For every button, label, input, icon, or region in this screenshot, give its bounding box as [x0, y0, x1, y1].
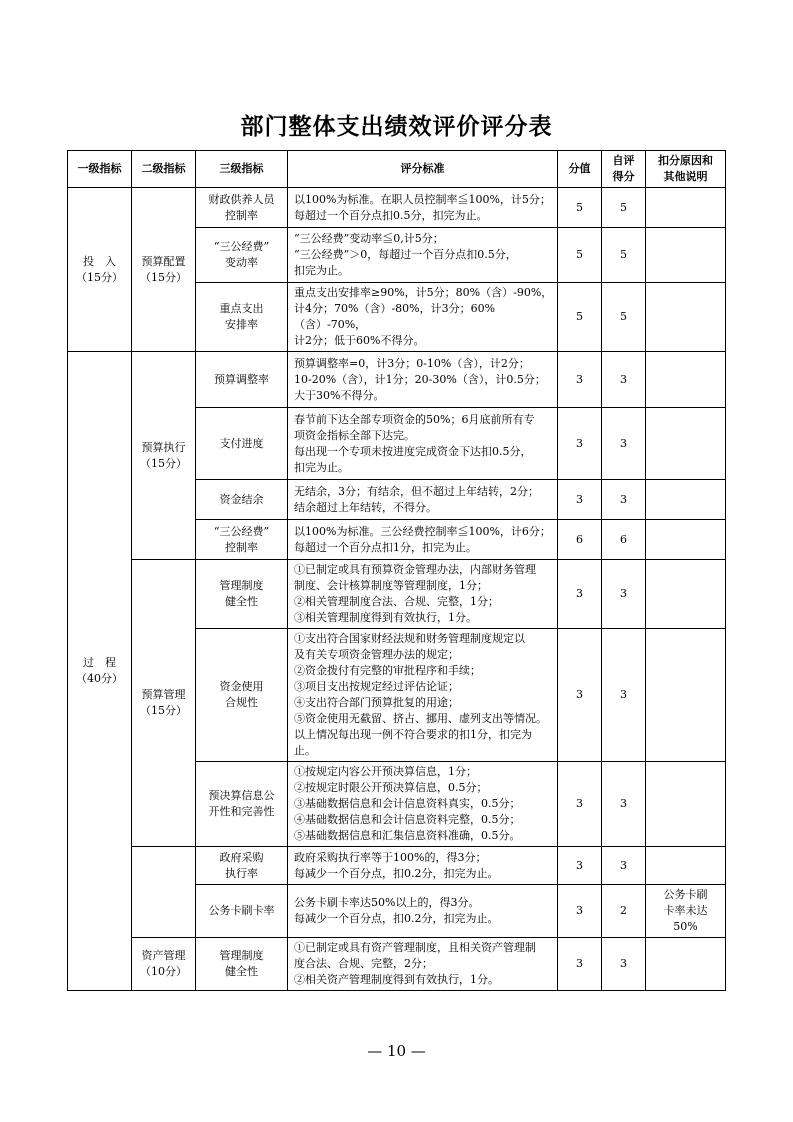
indicator-cell: 管理制度 健全性	[196, 560, 288, 629]
remarks-cell	[646, 283, 726, 352]
indicator-cell: 公务卡刷卡率	[196, 885, 288, 938]
table-row	[68, 847, 726, 885]
score-cell: 5	[558, 283, 602, 352]
criteria-cell: “三公经费”变动率≦0,计5分； “三公经费”＞0，每超过一个百分点扣0.5分， 扣完为止。	[288, 228, 558, 283]
score-cell: 3	[558, 847, 602, 885]
remarks-cell	[646, 352, 726, 408]
header-score: 分值	[558, 151, 602, 188]
criteria-cell: 以100%为标准。三公经费控制率≦100%，计6分； 每超过一个百分点扣1分，扣完为止。	[288, 520, 558, 560]
table-row	[68, 560, 726, 629]
self-score-cell: 6	[602, 520, 646, 560]
criteria-cell: ①按规定内容公开预决算信息，1分； ②按规定时限公开预决算信息，0.5分； ③基础数据信息和会计信息资料真实，0.5分； ④基础数据信息和会计信息资料完整，0.5分； ⑤基础数据信息和汇集信息资料准确，0.5分。	[288, 762, 558, 847]
score-cell: 6	[558, 520, 602, 560]
table-row	[68, 938, 726, 991]
self-score-cell: 3	[602, 352, 646, 408]
indicator-cell: 预算调整率	[196, 352, 288, 408]
subgroup-budget-config: 预算配置 （15分）	[132, 188, 196, 352]
criteria-cell: 重点支出安排率≥90%，计5分；80%（含）-90%， 计4分；70%（含）-80%，计3分；60%（含）-70%， 计2分；低于60%不得分。	[288, 283, 558, 352]
header-criteria: 评分标准	[288, 151, 558, 188]
self-score-cell: 5	[602, 228, 646, 283]
header-level1: 一级指标	[68, 151, 132, 188]
remarks-cell	[646, 847, 726, 885]
indicator-cell: 资金结余	[196, 480, 288, 520]
remarks-cell	[646, 938, 726, 991]
indicator-cell: 财政供养人员 控制率	[196, 188, 288, 228]
remarks-cell	[646, 188, 726, 228]
indicator-cell: 政府采购 执行率	[196, 847, 288, 885]
criteria-cell: 以100%为标准。在职人员控制率≦100%，计5分； 每超过一个百分点扣0.5分，扣完为止。	[288, 188, 558, 228]
criteria-cell: 无结余，3分；有结余，但不超过上年结转，2分； 结余超过上年结转，不得分。	[288, 480, 558, 520]
self-score-cell: 3	[602, 629, 646, 762]
remarks-cell	[646, 762, 726, 847]
page-title: 部门整体支出绩效评价评分表	[240, 113, 553, 140]
criteria-cell: 春节前下达全部专项资金的50%；6月底前所有专 项资金指标全部下达完。 每出现一个专项未按进度完成资金下达扣0.5分， 扣完为止。	[288, 408, 558, 480]
criteria-cell: ①已制定或具有资产管理制度，且相关资产管理制 度合法、合规、完整，2分； ②相关资产管理制度得到有效执行，1分。	[288, 938, 558, 991]
self-score-cell: 3	[602, 408, 646, 480]
self-score-cell: 2	[602, 885, 646, 938]
table-row	[68, 352, 726, 408]
remarks-cell: 公务卡刷 卡率未达 50%	[646, 885, 726, 938]
subgroup-blank	[132, 847, 196, 938]
remarks-cell	[646, 408, 726, 480]
score-cell: 3	[558, 938, 602, 991]
self-score-cell: 5	[602, 283, 646, 352]
self-score-cell: 3	[602, 480, 646, 520]
indicator-cell: 支付进度	[196, 408, 288, 480]
self-score-cell: 3	[602, 560, 646, 629]
subgroup-budget-exec: 预算执行 （15分）	[132, 352, 196, 560]
remarks-cell	[646, 520, 726, 560]
header-level2: 二级指标	[132, 151, 196, 188]
subgroup-budget-mgmt: 预算管理 （15分）	[132, 560, 196, 847]
group-process: 过 程 （40分）	[68, 352, 132, 991]
remarks-cell	[646, 560, 726, 629]
score-cell: 5	[558, 228, 602, 283]
score-cell: 3	[558, 480, 602, 520]
criteria-cell: 公务卡刷卡率达50%以上的，得3分。 每减少一个百分点，扣0.2分，扣完为止。	[288, 885, 558, 938]
score-cell: 3	[558, 762, 602, 847]
header-self-score: 自评 得分	[602, 151, 646, 188]
group-input: 投 入 （15分）	[68, 188, 132, 352]
score-cell: 3	[558, 885, 602, 938]
table-row	[68, 188, 726, 228]
indicator-cell: “三公经费” 控制率	[196, 520, 288, 560]
self-score-cell: 3	[602, 938, 646, 991]
criteria-cell: 预算调整率=0，计3分；0-10%（含），计2分； 10-20%（含），计1分；20-30%（含），计0.5分； 大于30%不得分。	[288, 352, 558, 408]
self-score-cell: 3	[602, 762, 646, 847]
remarks-cell	[646, 228, 726, 283]
header-level3: 三级指标	[196, 151, 288, 188]
indicator-cell: 预决算信息公 开性和完善性	[196, 762, 288, 847]
score-cell: 3	[558, 408, 602, 480]
score-cell: 3	[558, 560, 602, 629]
subgroup-asset-mgmt: 资产管理 （10分）	[132, 938, 196, 991]
indicator-cell: 重点支出 安排率	[196, 283, 288, 352]
indicator-cell: 管理制度 健全性	[196, 938, 288, 991]
remarks-cell	[646, 480, 726, 520]
criteria-cell: ①已制定或具有预算资金管理办法，内部财务管理 制度、会计核算制度等管理制度，1分； ②相关管理制度合法、合规、完整，1分； ③相关管理制度得到有效执行，1分。	[288, 560, 558, 629]
score-cell: 5	[558, 188, 602, 228]
header-row	[68, 151, 726, 188]
scoring-table	[67, 150, 726, 991]
criteria-cell: ①支出符合国家财经法规和财务管理制度规定以 及有关专项资金管理办法的规定； ②资金拨付有完整的审批程序和手续； ③项目支出按规定经过评估论证； ④支出符合部门预算批复的用途； ⑤资金使用无截留、挤占、挪用、虚列支出等情况。 以上情况每出现一例不符合要求的扣1分，扣完为止。	[288, 629, 558, 762]
criteria-cell: 政府采购执行率等于100%的，得3分； 每减少一个百分点，扣0.2分，扣完为止。	[288, 847, 558, 885]
score-cell: 3	[558, 629, 602, 762]
header-remarks: 扣分原因和 其他说明	[646, 151, 726, 188]
indicator-cell: “三公经费” 变动率	[196, 228, 288, 283]
indicator-cell: 资金使用 合规性	[196, 629, 288, 762]
score-cell: 3	[558, 352, 602, 408]
self-score-cell: 5	[602, 188, 646, 228]
page-number: — 10 —	[367, 1042, 426, 1060]
self-score-cell: 3	[602, 847, 646, 885]
remarks-cell	[646, 629, 726, 762]
